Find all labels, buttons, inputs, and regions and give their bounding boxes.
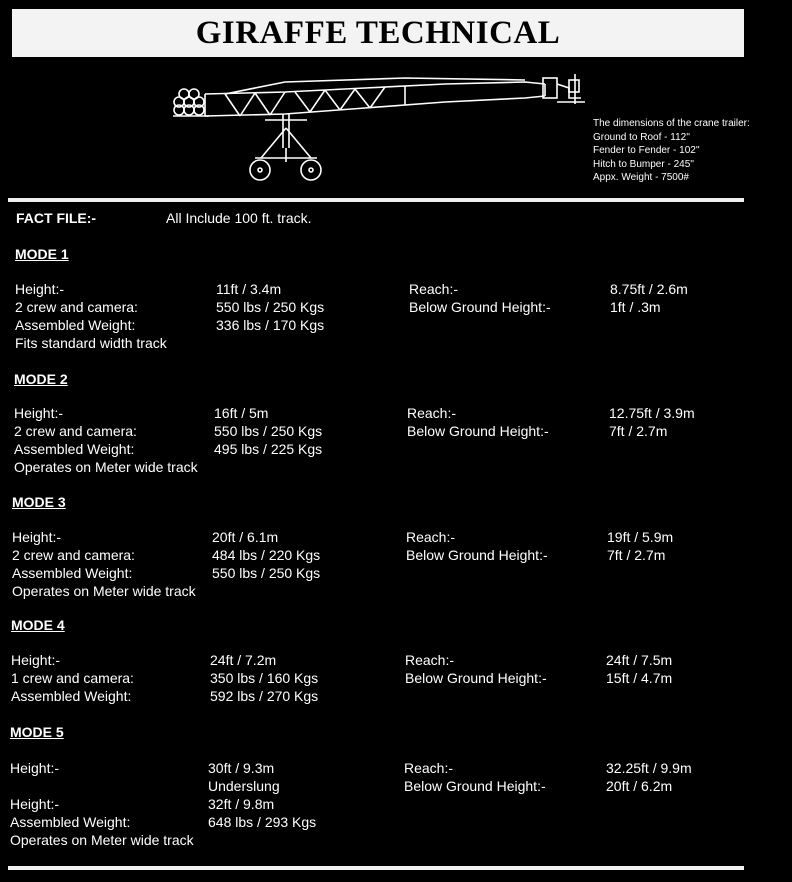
- mode-5-title: MODE 5: [10, 724, 64, 740]
- page-title: GIRAFFE TECHNICAL: [195, 14, 561, 51]
- spec-label: 1 crew and camera:: [11, 670, 134, 686]
- spec-note: Fits standard width track: [15, 335, 167, 351]
- spec-label: Below Ground Height:-: [406, 547, 548, 563]
- spec-label: Height:-: [14, 405, 64, 421]
- fact-file-note: All Include 100 ft. track.: [166, 210, 312, 226]
- spec-value: 24ft / 7.2m: [210, 652, 277, 668]
- spec-value: 30ft / 9.3m: [208, 760, 275, 776]
- counterweight-stack: [173, 89, 209, 116]
- mode-4-title: MODE 4: [11, 617, 65, 633]
- spec-value: 550 lbs / 250 Kgs: [212, 565, 321, 581]
- spec-label: Assembled Weight:: [15, 317, 136, 333]
- spec-value: 484 lbs / 220 Kgs: [212, 547, 321, 563]
- spec-label: Below Ground Height:-: [405, 670, 547, 686]
- spec-value: 495 lbs / 225 Kgs: [214, 441, 323, 457]
- spec-value: 592 lbs / 270 Kgs: [210, 688, 319, 704]
- spec-label: Height:-: [15, 281, 65, 297]
- trailer-line: Hitch to Bumper - 245'': [593, 158, 695, 170]
- spec-value: 350 lbs / 160 Kgs: [210, 670, 319, 686]
- spec-value: 1ft / .3m: [610, 299, 661, 315]
- spec-label: Height:-: [12, 529, 62, 545]
- spec-value: 15ft / 4.7m: [606, 670, 673, 686]
- spec-label: Below Ground Height:-: [407, 423, 549, 439]
- spec-value: 11ft / 3.4m: [216, 281, 282, 297]
- spec-value: 7ft / 2.7m: [607, 547, 666, 563]
- spec-label: Below Ground Height:-: [404, 778, 546, 794]
- spec-value: 32.25ft / 9.9m: [606, 760, 692, 776]
- mode-3-title: MODE 3: [12, 494, 66, 510]
- spec-label: 2 crew and camera:: [14, 423, 137, 439]
- spec-value: 550 lbs / 250 Kgs: [214, 423, 323, 439]
- spec-label: Reach:-: [407, 405, 457, 421]
- mode-2-title: MODE 2: [14, 371, 68, 387]
- spec-value: 550 lbs / 250 Kgs: [216, 299, 325, 315]
- spec-label: Assembled Weight:: [11, 688, 132, 704]
- spec-value: 16ft / 5m: [214, 405, 269, 421]
- crane-boom: [205, 78, 545, 116]
- divider-top: [8, 198, 744, 202]
- spec-value: 648 lbs / 293 Kgs: [208, 814, 317, 830]
- camera-mount: [543, 74, 585, 104]
- trailer-line: Ground to Roof - 112'': [593, 131, 691, 143]
- spec-label: Reach:-: [406, 529, 456, 545]
- spec-note: Operates on Meter wide track: [10, 832, 194, 848]
- spec-label: Reach:-: [404, 760, 454, 776]
- spec-label: Height:-: [10, 796, 60, 812]
- divider-bottom: [8, 866, 744, 870]
- spec-label: Reach:-: [405, 652, 455, 668]
- crane-illustration: [165, 70, 595, 190]
- spec-value: 32ft / 9.8m: [208, 796, 275, 812]
- mode-1-title: MODE 1: [15, 246, 69, 262]
- spec-label: Height:-: [10, 760, 60, 776]
- spec-label: 2 crew and camera:: [15, 299, 138, 315]
- trailer-line: Fender to Fender - 102'': [593, 145, 700, 157]
- trailer-dimensions: [593, 117, 750, 185]
- spec-value: 12.75ft / 3.9m: [609, 405, 695, 421]
- spec-value: 24ft / 7.5m: [606, 652, 673, 668]
- spec-label: Assembled Weight:: [12, 565, 133, 581]
- spec-value: 20ft / 6.1m: [212, 529, 279, 545]
- title-banner: [12, 9, 744, 57]
- spec-note: Operates on Meter wide track: [14, 459, 198, 475]
- spec-label: 2 crew and camera:: [12, 547, 135, 563]
- spec-value: Underslung: [208, 778, 280, 794]
- spec-label: Height:-: [11, 652, 61, 668]
- spec-note: Operates on Meter wide track: [12, 583, 196, 599]
- spec-label: Assembled Weight:: [10, 814, 131, 830]
- spec-value: 7ft / 2.7m: [609, 423, 668, 439]
- spec-value: 20ft / 6.2m: [606, 778, 673, 794]
- spec-value: 336 lbs / 170 Kgs: [216, 317, 325, 333]
- spec-value: 8.75ft / 2.6m: [610, 281, 688, 297]
- trailer-heading: The dimensions of the crane trailer:: [593, 118, 750, 129]
- spec-label: Reach:-: [409, 281, 459, 297]
- trailer-line: Appx. Weight - 7500#: [593, 172, 689, 184]
- spec-label: Below Ground Height:-: [409, 299, 551, 315]
- fact-file-label: FACT FILE:-: [16, 210, 97, 226]
- dolly-base: [250, 114, 321, 180]
- spec-value: 19ft / 5.9m: [607, 529, 674, 545]
- spec-label: Assembled Weight:: [14, 441, 135, 457]
